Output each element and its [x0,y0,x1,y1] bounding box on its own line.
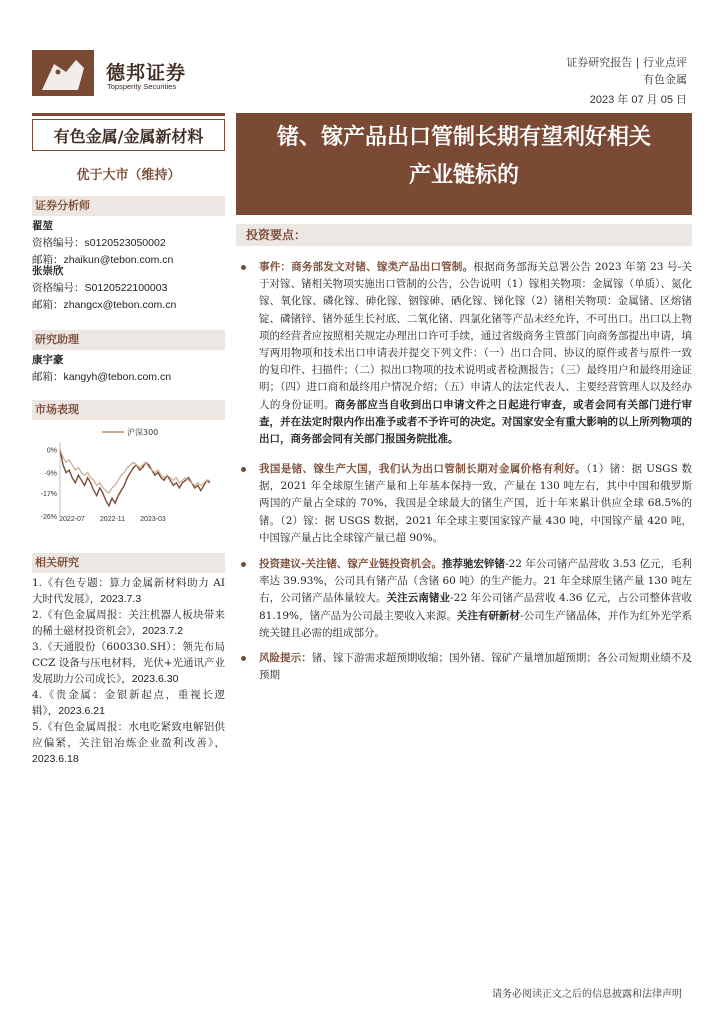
report-industry: 有色金属 [643,73,687,86]
y-tick-label: -26% [40,514,57,521]
assistant-heading: 研究助理 [32,330,225,350]
analyst-name: 翟堃 [32,220,53,232]
assistant-block [32,352,171,386]
related-list [32,575,225,767]
report-type: 证券研究报告 | 行业点评 [566,56,687,69]
analysts-heading: 证券分析师 [32,196,225,216]
email-label: 邮箱： [32,371,64,383]
footer-disclaimer: 请务必阅读正文之后的信息披露和法律声明 [492,989,682,1000]
title-line: 锗、镓产品出口管制长期有望利好相关 [276,125,651,150]
report-date: 2023 年 07 月 05 日 [589,94,687,106]
sector-label: 有色金属/金属新材料 [32,119,225,151]
cert-label: 资格编号： [32,237,85,249]
report-title [236,113,692,215]
rating-label: 优于大市（维持） [76,168,181,183]
assistant-email[interactable]: kangyh@tebon.com.cn [63,371,172,383]
assistant-name: 康宇豪 [32,354,64,366]
related-item[interactable]: 1.《有色专题：算力金属新材料助力 AI 大时代发展》，2023.7.3 [32,577,225,605]
related-item[interactable]: 3.《天通股份（600330.SH）：领先布局 CCZ 设备与压电材料，光伏+光通讯产业发展助力公司成长》，2023.6.30 [32,641,225,685]
email-label: 邮箱： [32,254,64,266]
point-event: 事件：商务部发文对锗、镓类产品出口管制。根据商务部海关总署公告 2023 年第 23 号-关于对镓、锗相关物项实施出口管制的公告，公告说明（1）镓相关物项：金属镓（单质）、氮化镓、氧化镓、磷化镓、砷化镓、铟镓砷、硒化镓、锑化镓（2）锗相关物项：金属锗、区熔锗锭、磷锗锌、锗外延生长衬底、二氧化锗、四氯化锗等产品未经允许，不可出口。出口以上物项的经营者应按照相关规定办理出口许可手续，通过省级商务主管部门向商务部提出申请，填写两用物项和技术出口申请表并提交下列文件：（一）出口合同、协议的原件或者与原件一致的复印件、扫描件；（二）拟出口物项的技术说明或者检测报告；（三）最终用户和最终用途证明；（四）进口商和最终用户情况介绍；（五）申请人的法定代表人、主要经营管理人以及经办人的身份证明。商务部应当自收到出口申请文件之日起进行审查，或者会同有关部门进行审查，并在法定时限内作出准予或者不予许可的决定。对国家安全有重大影响的以上所列物项的出口，商务部会同有关部门报国务院批准。 [244,259,692,448]
x-tick-label: 2022-07 [59,516,85,523]
company-logo-icon [32,50,94,96]
analyst-email[interactable]: zhangcx@tebon.com.cn [63,299,177,311]
bullet-icon [241,467,246,472]
related-heading: 相关研究 [32,553,225,573]
related-item[interactable]: 2.《有色金属周报：关注机器人板块带来的稀土磁材投资机会》，2023.7.2 [32,609,225,637]
x-tick-label: 2022-11 [99,516,126,523]
bullet-icon [241,265,246,270]
points-heading: 投资要点： [236,224,692,246]
related-item[interactable]: 4.《贵金属：金银新起点，重视长逻辑》，2023.6.21 [32,689,225,717]
analyst-name: 张崇欣 [32,265,64,277]
market-heading: 市场表现 [32,400,225,420]
series-line-benchmark [60,450,210,493]
analyst-block-1 [32,218,173,269]
point-supply: 我国是锗、镓生产大国，我们认为出口管制长期对金属价格有利好。（1）锗：据 USGS 数据，2021 年全球原生锗产量和上年基本保持一致，产量在 130 吨左右，其中中国和俄罗斯两国的产量占全球的 70%，我国是全球最大的锗生产国，近十年来累计供应全球 68.5%的锗。（2）镓：据 USGS 数据，2021 年全球主要国家镓产量 430 吨，中国镓产量 420 吨，中国镓产量占比全球镓产量已超 90%。 [244,461,692,547]
email-label: 邮箱： [32,299,64,311]
title-line: 产业链标的 [408,163,519,188]
series-line-main [60,450,210,506]
bullet-icon [241,656,246,661]
point-investment: 投资建议-关注锗、镓产业链投资机会。推荐驰宏锌锗-22 年公司锗产品营收 3.53 亿元，毛利率达 39.93%，公司具有锗产品（含锗 60 吨）的生产能力。21 年全球原生锗产量 130 吨左右，公司锗产品体量较大。关注云南锗业-22 年公司锗产品营收 4.36 亿元，占公司整体营收 81.19%，锗产品为公司最主要收入来源。关注有研新材-公司生产锗晶体，并作为红外光学系统关键且必需的组成部分。 [244,556,692,642]
logo-subtext: Topsperity Securities [107,82,177,91]
y-tick-label: 0% [46,447,57,455]
x-tick-label: 2023-03 [140,516,166,523]
analyst-block-2 [32,263,176,314]
sidebar-accent-bar [32,113,225,116]
point-risk: 风险提示：锗、镓下游需求超预期收缩；国外锗、镓矿产量增加超预期；各公司短期业绩不及预期 [244,650,692,684]
analyst-cert: s0120523050002 [84,237,166,249]
logo-text: 德邦证券 [106,62,187,84]
market-chart [32,424,225,524]
analyst-email[interactable]: zhaikun@tebon.com.cn [63,254,174,266]
legend-label: 沪深300 [127,428,159,437]
y-tick-label: -17% [40,491,57,499]
related-item[interactable]: 5.《有色金属周报：水电吃紧致电解铝供应偏紧，关注铝冶炼企业盈利改善》，2023.6.18 [32,721,225,765]
cert-label: 资格编号： [32,282,85,294]
analyst-cert: S0120522100003 [84,282,168,294]
y-tick-label: -9% [44,470,57,478]
bullet-icon [241,562,246,567]
